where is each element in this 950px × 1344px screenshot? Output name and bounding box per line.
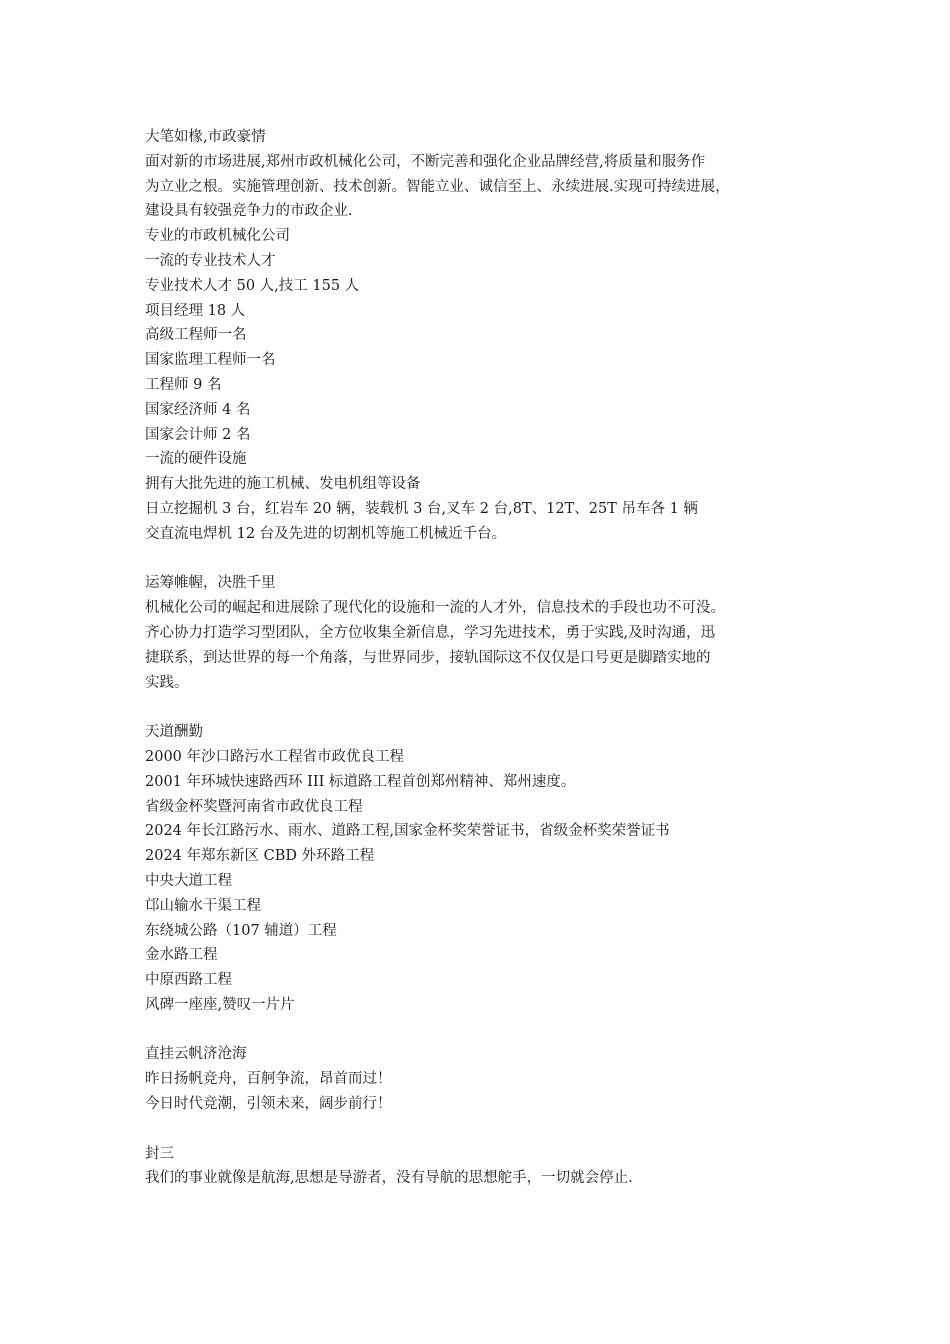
section-3-line: 中央大道工程: [145, 872, 232, 889]
section-3-title: 天道酬勤: [145, 724, 203, 741]
section-1-line: 高级工程师一名: [145, 327, 247, 344]
section-2-body-line-1: 机械化公司的崛起和进展除了现代化的设施和一流的人才外，信息技术的手段也功不可没。: [145, 600, 725, 617]
section-1-intro-line-2: 为立业之根。实施管理创新、技术创新。智能立业、诚信至上、永续进展.实现可持续进展，: [145, 178, 730, 195]
section-3-line: 东绕城公路（107 辅道）工程: [145, 922, 337, 939]
section-3-line: 风碑一座座,赞叹一片片: [145, 996, 295, 1013]
section-1-line: 专业技术人才 50 人,技工 155 人: [145, 277, 360, 294]
section-3-line: 2024 年郑东新区 CBD 外环路工程: [145, 848, 375, 865]
section-1-intro-line-3: 建设具有较强竞争力的市政企业.: [145, 203, 353, 220]
section-2-body-line-4: 实践。: [145, 674, 189, 691]
section-4-title: 直挂云帆济沧海: [145, 1046, 247, 1063]
section-1-title: 大笔如椽,市政豪情: [145, 129, 266, 145]
section-1-line: 日立挖掘机 3 台，红岩车 20 辆，装载机 3 台,叉车 2 台,8T、12T、25T 吊车各 1 辆: [145, 500, 698, 517]
section-4-line: 昨日扬帆竞舟，百舸争流，昂首而过！: [145, 1071, 392, 1088]
section-1-line: 专业的市政机械化公司: [145, 228, 290, 245]
section-4-line: 今日时代竞潮，引领未来，阔步前行！: [145, 1096, 392, 1113]
section-3-line: 邙山输水干渠工程: [145, 897, 261, 914]
section-gap: [145, 695, 825, 720]
section-1-intro-line-1: 面对新的市场进展,郑州市政机械化公司，不断完善和强化企业品牌经营,将质量和服务作: [145, 153, 706, 170]
section-1-line: 国家经济师 4 名: [145, 401, 251, 418]
section-1-line: 国家监理工程师一名: [145, 352, 276, 369]
section-1-line: 项目经理 18 人: [145, 302, 246, 319]
section-3-line: 省级金杯奖暨河南省市政优良工程: [145, 798, 363, 815]
section-5-title: 封三: [145, 1145, 174, 1162]
section-1-line: 一流的专业技术人才: [145, 252, 276, 269]
section-2-body-line-2: 齐心协力打造学习型团队，全方位收集全新信息，学习先进技术，勇于实践,及时沟通，迅: [145, 624, 716, 641]
section-3-line: 2024 年长江路污水、雨水、道路工程,国家金杯奖荣誉证书，省级金杯奖荣誉证书: [145, 823, 670, 840]
section-1-line: 国家会计师 2 名: [145, 426, 251, 443]
section-2-title: 运筹帷幄，决胜千里: [145, 575, 276, 592]
section-1-line: 工程师 9 名: [145, 376, 222, 393]
section-1-line: 交直流电焊机 12 台及先进的切割机等施工机械近千台。: [145, 525, 507, 542]
section-3-line: 中原西路工程: [145, 972, 232, 989]
section-1-line: 一流的硬件设施: [145, 451, 247, 468]
section-1-line: 拥有大批先进的施工机械、发电机组等设备: [145, 476, 421, 493]
section-3-line: 2001 年环城快速路西环 III 标道路工程首创郑州精神、郑州速度。: [145, 773, 576, 790]
section-gap: [145, 1018, 825, 1043]
section-gap: [145, 547, 825, 572]
section-5-line: 我们的事业就像是航海,思想是导游者，没有导航的思想舵手，一切就会停止.: [145, 1170, 633, 1187]
document-page: [145, 125, 825, 1191]
section-gap: [145, 1117, 825, 1142]
section-3-line: 2000 年沙口路污水工程省市政优良工程: [145, 748, 405, 765]
section-2-body-line-3: 捷联系，到达世界的每一个角落，与世界同步，接轨国际这不仅仅是口号更是脚踏实地的: [145, 649, 711, 666]
section-3-line: 金水路工程: [145, 947, 218, 964]
